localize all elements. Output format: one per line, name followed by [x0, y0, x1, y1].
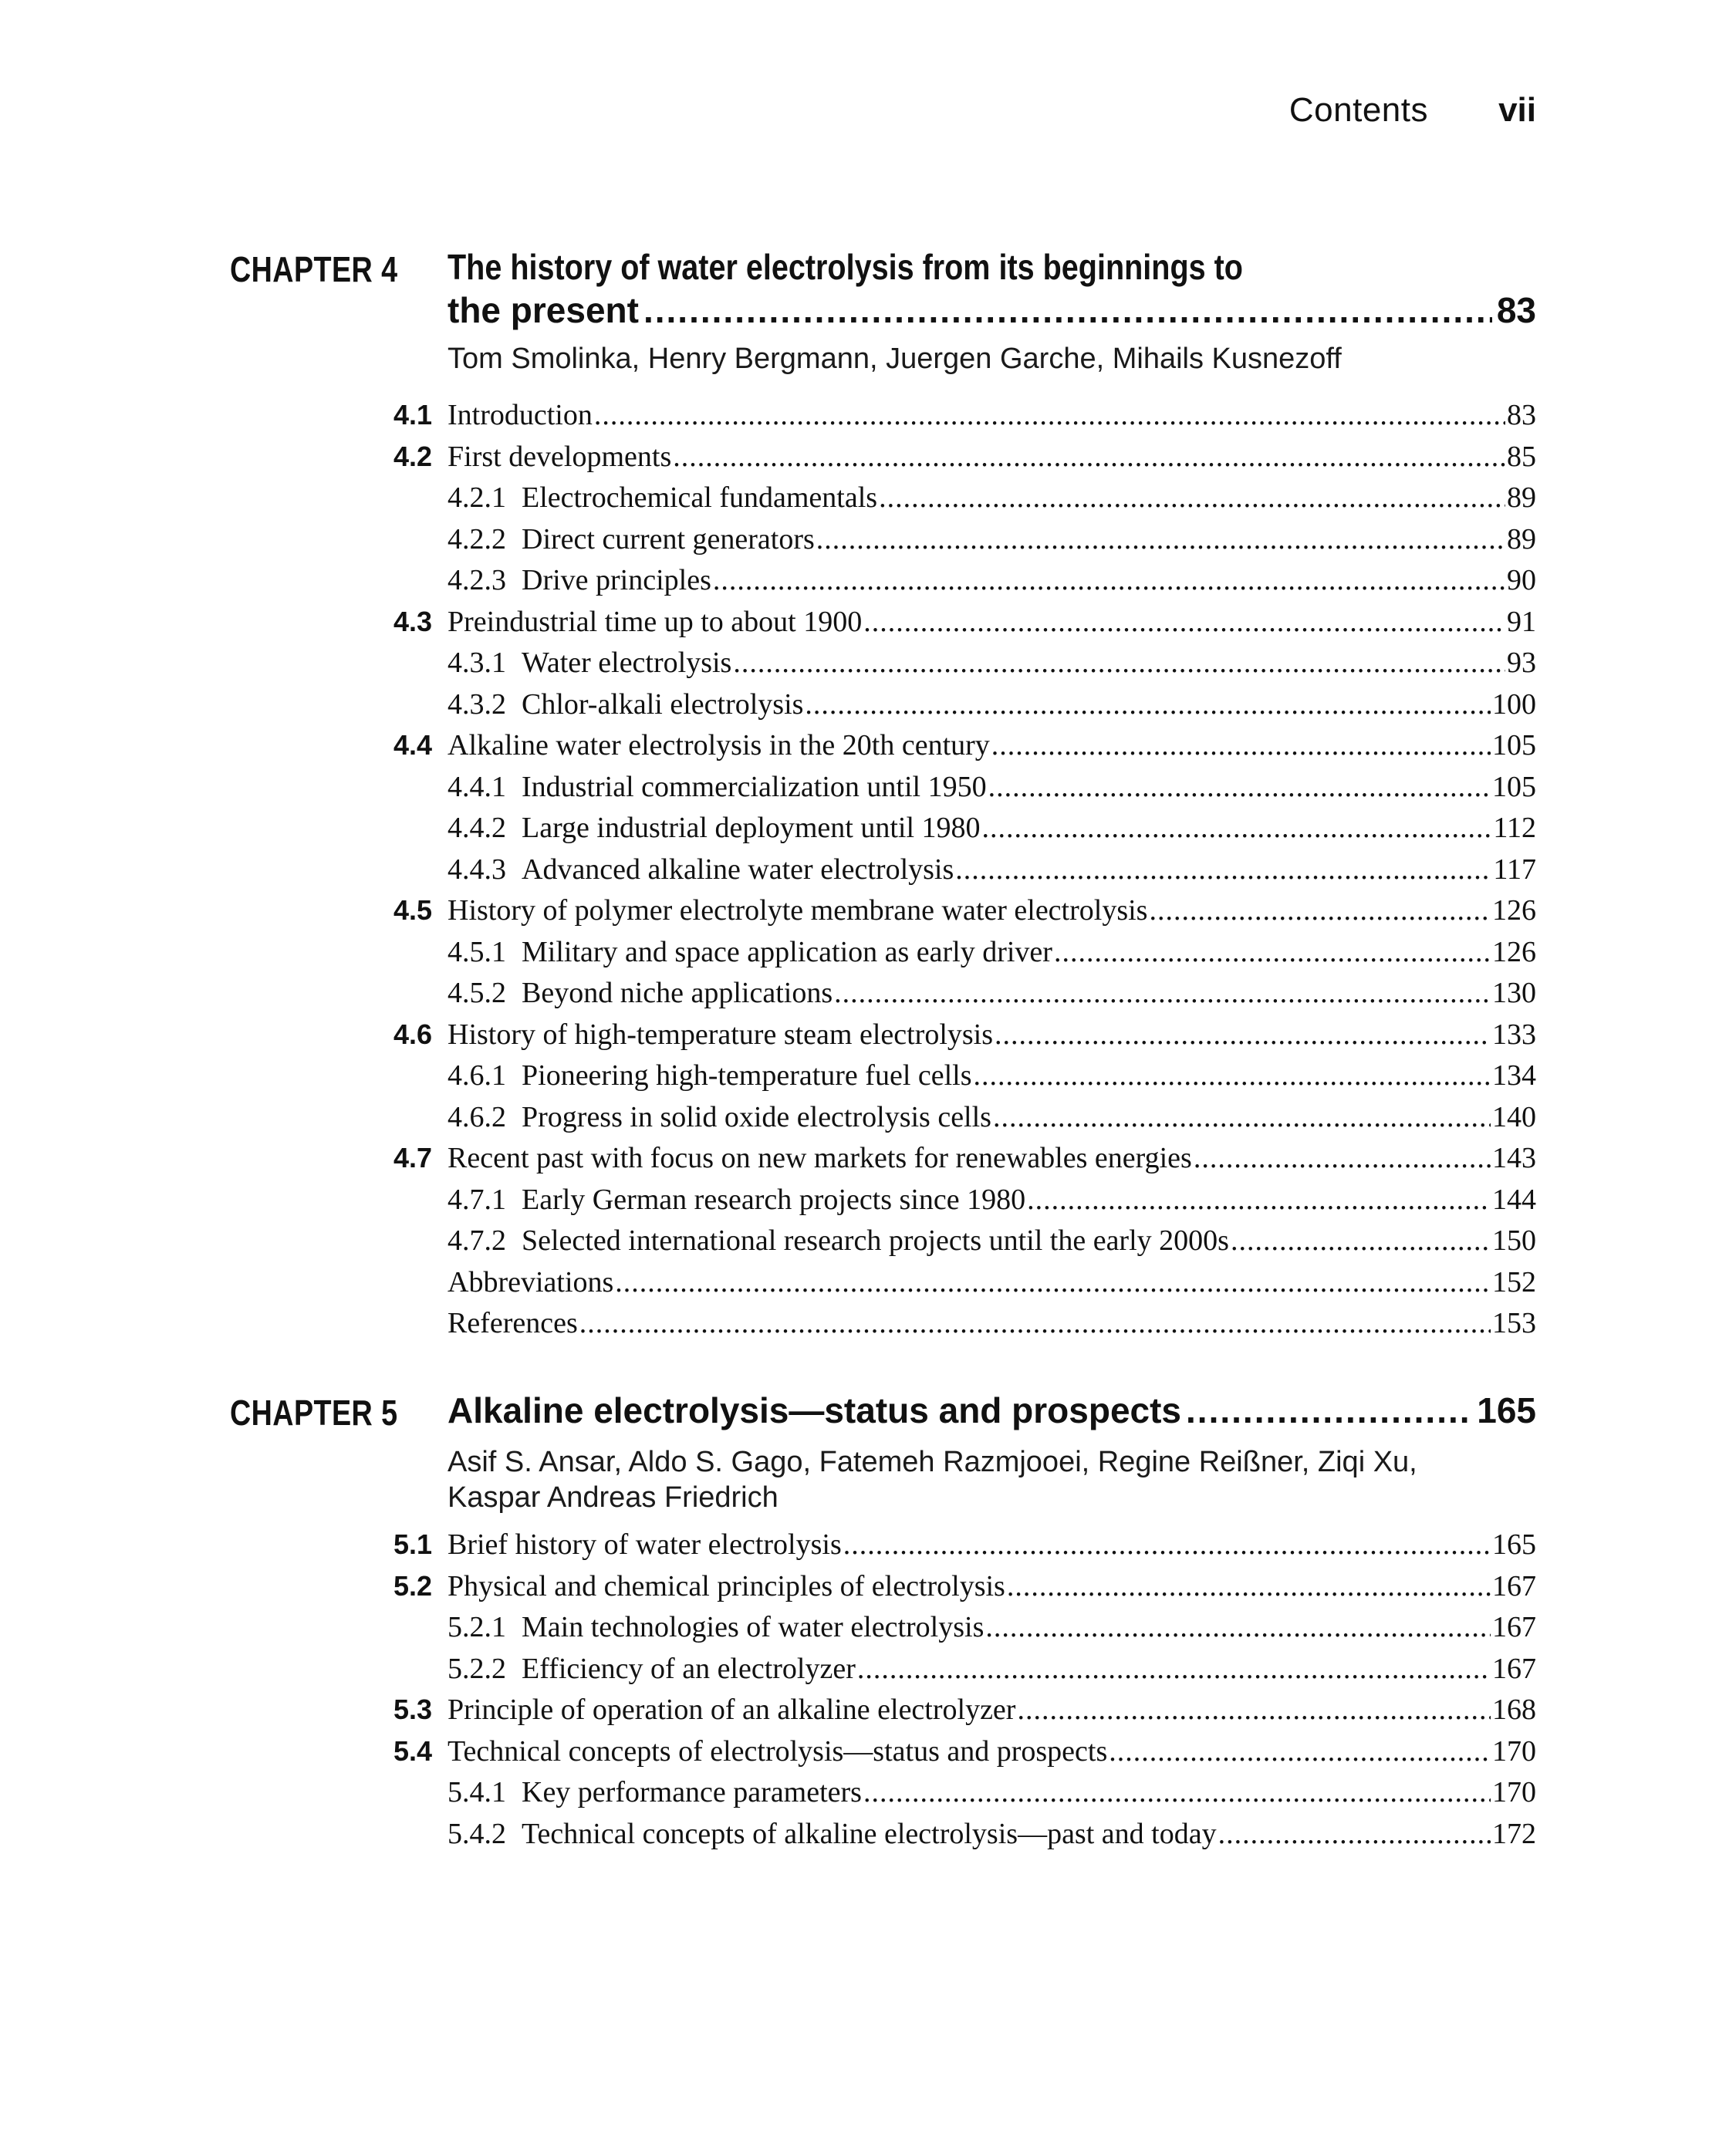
entry-page-number: 133: [1492, 1018, 1536, 1051]
toc-entry[interactable]: [0, 1690, 1736, 1730]
leader-dots: [857, 1649, 1491, 1689]
chapter-authors: [448, 1444, 1543, 1515]
toc-entry-line: [448, 1262, 1536, 1302]
entry-title: Selected international research projects until the early 2000s: [522, 1224, 1229, 1257]
running-head: [1157, 91, 1536, 137]
entry-title: References: [448, 1307, 578, 1339]
leader-dots: [843, 1525, 1491, 1565]
leader-dots: [579, 1303, 1491, 1343]
entry-title: Introduction: [448, 399, 593, 431]
toc-entry-line: [448, 1649, 1536, 1689]
leader-dots: [988, 767, 1491, 807]
toc-entry-line: [448, 1221, 1536, 1261]
toc-entry[interactable]: [0, 849, 1736, 890]
section-number: 4.3: [393, 605, 432, 637]
chapter-authors-line-2: Kaspar Andreas Friedrich: [448, 1481, 778, 1514]
entry-title: Abbreviations: [448, 1265, 614, 1298]
entry-title: Key performance parameters: [522, 1776, 862, 1808]
toc-entry-line: [448, 1607, 1536, 1647]
entry-title: Brief history of water electrolysis: [448, 1528, 842, 1561]
leader-dots: [1194, 1138, 1491, 1178]
leader-dots: [974, 1055, 1491, 1096]
entry-page-number: 117: [1493, 853, 1536, 886]
subsection-number: 5.4.2: [448, 1817, 506, 1850]
entry-title: Pioneering high-temperature fuel cells: [522, 1059, 972, 1092]
toc-entry-line: [448, 1097, 1536, 1137]
entry-title: Direct current generators: [522, 522, 815, 556]
toc-entry-line: [448, 478, 1536, 518]
chapter-title-line-1: Alkaline electrolysis—status and prospects: [448, 1390, 1182, 1430]
toc-entry[interactable]: [0, 1814, 1736, 1854]
toc-entry-line: [448, 437, 1536, 477]
subsection-number: 4.4.1: [448, 770, 506, 803]
entry-page-number: 85: [1507, 440, 1536, 473]
entry-title: Physical and chemical principles of electrolysis: [448, 1569, 1005, 1602]
subsection-number: 4.4.3: [448, 853, 506, 886]
entry-title: Chlor-alkali electrolysis: [522, 687, 804, 721]
entry-page-number: 152: [1492, 1265, 1536, 1298]
toc-entry[interactable]: [0, 1097, 1736, 1137]
entry-title: Progress in solid oxide electrolysis cells: [522, 1100, 991, 1133]
entry-page-number: 126: [1492, 935, 1536, 968]
toc-entry[interactable]: [0, 767, 1736, 807]
chapter-authors: Tom Smolinka, Henry Bergmann, Juergen Garche, Mihails Kusnezoff: [448, 343, 1342, 375]
chapter-authors-line-1: Asif S. Ansar, Aldo S. Gago, Fatemeh Razmjooei, Regine Reißner, Ziqi Xu,: [448, 1446, 1417, 1478]
leader-dots: [1027, 1180, 1491, 1220]
chapter-title-line-1: The history of water electrolysis from its beginnings to: [448, 247, 1243, 287]
running-head-page-number: vii: [1498, 91, 1536, 129]
toc-entry[interactable]: [0, 395, 1736, 435]
entry-title: History of high-temperature steam electrolysis: [448, 1018, 994, 1051]
entry-title: Large industrial deployment until 1980: [522, 812, 981, 844]
toc-entry[interactable]: [0, 725, 1736, 765]
chapter-page-number: 83: [1496, 290, 1536, 330]
toc-entry[interactable]: [0, 1607, 1736, 1647]
toc-entry-line: [448, 1690, 1536, 1730]
toc-entry-line: [448, 1180, 1536, 1220]
toc-entry-line: [448, 560, 1536, 600]
chapter-label: CHAPTER 4: [230, 249, 398, 289]
section-number: 4.2: [393, 440, 432, 472]
running-head-label: Contents: [1288, 91, 1428, 129]
entry-page-number: 134: [1492, 1059, 1536, 1092]
leader-dots: [985, 1607, 1491, 1647]
entry-page-number: 167: [1492, 1611, 1536, 1643]
leader-dots: [1054, 932, 1491, 972]
leader-dots: [991, 725, 1491, 765]
leader-dots: [615, 1262, 1491, 1302]
entry-title: Principle of operation of an alkaline electrolyzer: [448, 1694, 1016, 1726]
entry-page-number: 93: [1507, 647, 1536, 679]
subsection-number: 5.2.2: [448, 1652, 506, 1685]
toc-entry-line: [448, 1772, 1536, 1812]
subsection-number: 4.5.1: [448, 935, 506, 968]
toc-entry-line: [448, 1138, 1536, 1178]
subsection-number: 5.2.1: [448, 1611, 506, 1643]
toc-entry-line: [448, 1566, 1536, 1606]
toc-entry-line: [448, 1731, 1536, 1771]
entry-title: First developments: [448, 440, 672, 473]
entry-page-number: 105: [1492, 729, 1536, 762]
toc-entry[interactable]: [0, 932, 1736, 972]
entry-page-number: 140: [1492, 1100, 1536, 1133]
section-number: 4.4: [393, 729, 432, 761]
leader-dots: [816, 519, 1505, 559]
toc-entry-line: [448, 767, 1536, 807]
entry-title: Preindustrial time up to about 1900: [448, 605, 863, 638]
leader-dots: [834, 973, 1491, 1013]
leader-dots: [1007, 1566, 1491, 1606]
toc-entry[interactable]: [0, 602, 1736, 642]
subsection-number: 4.7.2: [448, 1224, 506, 1257]
leader-dots: [955, 849, 1491, 890]
toc-entry[interactable]: [0, 519, 1736, 559]
subsection-number: 4.5.2: [448, 977, 506, 1009]
toc-entry-line: [448, 725, 1536, 765]
section-number: 4.7: [393, 1142, 432, 1173]
leader-dots: [1017, 1690, 1491, 1730]
toc-entry-line: [448, 973, 1536, 1013]
entry-title: Efficiency of an electrolyzer: [522, 1652, 856, 1685]
entry-page-number: 172: [1492, 1817, 1536, 1850]
toc-entry-line: [448, 602, 1536, 642]
section-number: 5.3: [393, 1694, 432, 1725]
toc-entry[interactable]: [0, 1731, 1736, 1771]
chapter-page-number: 165: [1477, 1390, 1536, 1430]
toc-entry-line: [448, 1015, 1536, 1055]
leader-dots: [1186, 1389, 1472, 1432]
entry-page-number: 153: [1492, 1307, 1536, 1339]
toc-entry[interactable]: [0, 684, 1736, 724]
toc-entry-line: [448, 684, 1536, 724]
toc-entry[interactable]: [0, 1262, 1736, 1302]
entry-page-number: 126: [1492, 894, 1536, 927]
toc-entry-line: [448, 395, 1536, 435]
leader-dots: [713, 560, 1505, 600]
leader-dots: [879, 478, 1505, 518]
leader-dots: [863, 602, 1505, 642]
entry-title: Beyond niche applications: [522, 977, 833, 1009]
entry-title: Main technologies of water electrolysis: [522, 1611, 985, 1643]
leader-dots: [1231, 1221, 1491, 1261]
toc-entry-line: [448, 890, 1536, 930]
entry-page-number: 167: [1492, 1652, 1536, 1685]
toc-entry[interactable]: [0, 808, 1736, 848]
leader-dots: [673, 437, 1505, 477]
subsection-number: 4.2.2: [448, 522, 506, 556]
toc-entry-line: [448, 519, 1536, 559]
subsection-number: 5.4.1: [448, 1776, 506, 1808]
toc-entry[interactable]: [0, 1015, 1736, 1055]
section-number: 5.4: [393, 1734, 432, 1767]
toc-entry[interactable]: [0, 478, 1736, 518]
section-number: 4.5: [393, 894, 432, 926]
entry-page-number: 91: [1507, 605, 1536, 638]
toc-entry[interactable]: [0, 643, 1736, 683]
entry-page-number: 170: [1492, 1776, 1536, 1808]
entry-page-number: 130: [1492, 977, 1536, 1009]
toc-entry-line: [448, 849, 1536, 890]
leader-dots: [982, 808, 1492, 848]
entry-title: Technical concepts of alkaline electrolysis—past and today: [522, 1817, 1217, 1850]
entry-title: Drive principles: [522, 564, 711, 596]
subsection-number: 4.3.2: [448, 687, 506, 721]
toc-entry[interactable]: [0, 1221, 1736, 1261]
toc-entry-line: [448, 1055, 1536, 1096]
entry-page-number: 112: [1493, 812, 1536, 844]
entry-page-number: 105: [1492, 770, 1536, 803]
subsection-number: 4.3.1: [448, 647, 506, 679]
toc-entry[interactable]: [0, 1055, 1736, 1096]
subsection-number: 4.4.2: [448, 812, 506, 844]
section-number: 5.2: [393, 1569, 432, 1602]
entry-title: Industrial commercialization until 1950: [522, 770, 987, 803]
entry-page-number: 168: [1492, 1694, 1536, 1726]
toc-entry[interactable]: [0, 1138, 1736, 1178]
chapter-title-line-2: the present: [448, 290, 639, 330]
toc-entry[interactable]: [0, 560, 1736, 600]
toc-entry-line: [448, 643, 1536, 683]
toc-entry[interactable]: [0, 1566, 1736, 1606]
entry-title: Alkaline water electrolysis in the 20th century: [448, 729, 990, 762]
entry-title: Electrochemical fundamentals: [522, 481, 878, 514]
leader-dots: [1218, 1814, 1491, 1854]
chapter-title[interactable]: [448, 1389, 1536, 1432]
entry-title: Military and space application as early driver: [522, 935, 1052, 968]
subsection-number: 4.6.1: [448, 1059, 506, 1092]
entry-page-number: 89: [1507, 481, 1536, 514]
toc-entry[interactable]: [0, 1303, 1736, 1343]
subsection-number: 4.6.2: [448, 1100, 506, 1133]
leader-dots: [594, 395, 1505, 435]
toc-entry[interactable]: [0, 1772, 1736, 1812]
toc-entry-line: [448, 1303, 1536, 1343]
toc-entry[interactable]: [0, 890, 1736, 930]
leader-dots: [733, 643, 1505, 683]
toc-entry-line: [448, 1525, 1536, 1565]
entry-title: Early German research projects since 1980: [522, 1183, 1026, 1216]
entry-page-number: 144: [1492, 1183, 1536, 1216]
entry-title: History of polymer electrolyte membrane water electrolysis: [448, 894, 1148, 927]
chapter-title[interactable]: [448, 245, 1536, 332]
leader-dots: [863, 1772, 1491, 1812]
entry-title: Recent past with focus on new markets for renewables energies: [448, 1142, 1192, 1174]
entry-page-number: 150: [1492, 1224, 1536, 1257]
toc-entry-line: [448, 932, 1536, 972]
entry-page-number: 143: [1492, 1142, 1536, 1174]
leader-dots: [1149, 890, 1491, 930]
toc-entry-line: [448, 1814, 1536, 1854]
leader-dots: [993, 1097, 1491, 1137]
entry-title: Water electrolysis: [522, 647, 732, 679]
section-number: 4.1: [393, 399, 432, 431]
subsection-number: 4.7.1: [448, 1183, 506, 1216]
entry-page-number: 167: [1492, 1569, 1536, 1602]
entry-page-number: 83: [1507, 399, 1536, 431]
toc-entry[interactable]: [0, 973, 1736, 1013]
leader-dots: [995, 1015, 1491, 1055]
section-number: 5.1: [393, 1528, 432, 1560]
entry-title: Advanced alkaline water electrolysis: [522, 853, 954, 886]
subsection-number: 4.2.1: [448, 481, 506, 514]
toc-entry[interactable]: [0, 1525, 1736, 1565]
toc-entry[interactable]: [0, 1649, 1736, 1689]
leader-dots: [1109, 1731, 1491, 1771]
leader-dots: [643, 289, 1492, 332]
entry-page-number: 90: [1507, 564, 1536, 596]
toc-entry[interactable]: [0, 1180, 1736, 1220]
entry-page-number: 170: [1492, 1734, 1536, 1768]
leader-dots: [805, 684, 1491, 724]
entry-page-number: 89: [1507, 522, 1536, 556]
section-number: 4.6: [393, 1018, 432, 1050]
toc-entry[interactable]: [0, 437, 1736, 477]
entry-title: Technical concepts of electrolysis—status and prospects: [448, 1734, 1108, 1768]
entry-page-number: 165: [1492, 1528, 1536, 1561]
entry-page-number: 100: [1492, 687, 1536, 721]
toc-entry-line: [448, 808, 1536, 848]
subsection-number: 4.2.3: [448, 564, 506, 596]
chapter-label: CHAPTER 5: [230, 1393, 398, 1433]
